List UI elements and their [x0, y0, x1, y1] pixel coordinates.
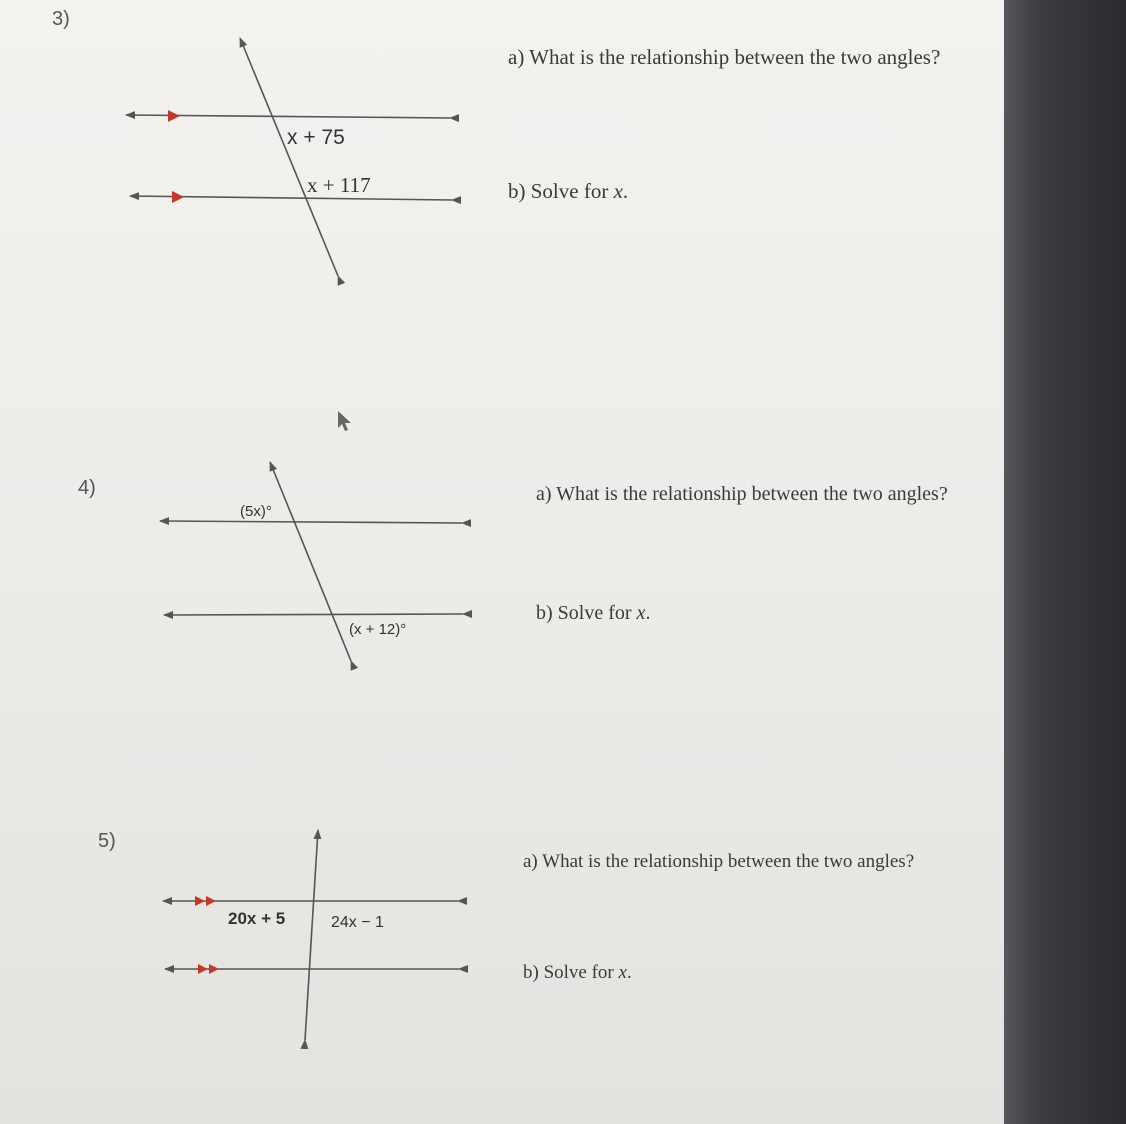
problem-3-transversal: [240, 38, 338, 276]
problem-3-diagram: [126, 38, 452, 276]
problem-3-parallel-marker-bottom: [172, 191, 184, 203]
problem-3-question-b: b) Solve for x.: [508, 179, 629, 203]
problem-5-angle-right: 24x − 1: [331, 914, 384, 931]
problem-4-number: 4): [78, 477, 96, 499]
problem-5-question-b: b) Solve for x.: [523, 962, 632, 983]
problem-4-transversal: [270, 462, 351, 661]
problem-4-question-b: b) Solve for x.: [536, 602, 651, 624]
problem-5-parallel-marker-top-2: [206, 896, 216, 906]
problem-5-angle-left: 20x + 5: [228, 909, 286, 928]
problem-3-question-a: a) What is the relationship between the two angles?: [508, 45, 941, 69]
problem-4-angle-bottom: (x + 12)°: [349, 621, 407, 638]
problem-4-parallel-line-bottom: [164, 614, 463, 615]
problem-3-angle-top: x + 75: [287, 126, 345, 149]
problem-5-question-a: a) What is the relationship between the two angles?: [523, 851, 915, 872]
problem-5-parallel-marker-top-1: [195, 896, 205, 906]
problem-3-angle-bottom: x + 117: [307, 173, 371, 197]
problem-5-diagram: [163, 830, 459, 1040]
problem-3-number: 3): [52, 8, 70, 30]
problem-3-parallel-marker-top: [168, 110, 180, 122]
problem-5-number: 5): [98, 830, 116, 852]
problem-4-parallel-line-top: [160, 521, 462, 523]
screen-edge: [1004, 0, 1126, 1124]
problem-5-parallel-marker-bottom-1: [198, 964, 208, 974]
problem-5-transversal: [305, 830, 318, 1040]
problem-4-angle-top: (5x)°: [240, 503, 272, 520]
problem-4-diagram: [160, 462, 463, 661]
problem-4-question-a: a) What is the relationship between the two angles?: [536, 483, 948, 505]
mouse-cursor-icon: [338, 411, 351, 431]
problem-5-parallel-marker-bottom-2: [209, 964, 219, 974]
